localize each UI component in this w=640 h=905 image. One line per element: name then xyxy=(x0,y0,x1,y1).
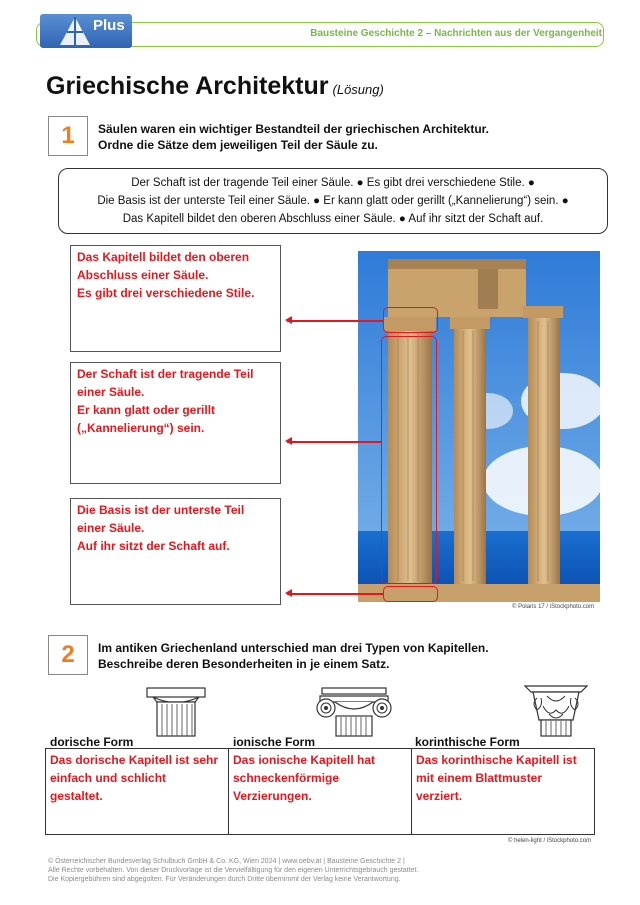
shaft-marker xyxy=(381,336,437,584)
answer-line: Die Basis ist der unterste Teil xyxy=(77,503,245,517)
task2-instructions xyxy=(98,640,489,672)
answer-line: Das Kapitell bildet den oberen xyxy=(77,250,250,264)
task2-line2: Beschreibe deren Besonderheiten in je einem Satz. xyxy=(98,657,390,671)
answer-line: Er kann glatt oder gerillt xyxy=(77,403,216,417)
capital-forms-table xyxy=(45,748,595,835)
plus-logo xyxy=(40,14,132,48)
answer-line: einer Säule. xyxy=(77,521,145,535)
answer-line: Das dorische Kapitell ist sehr xyxy=(50,753,219,767)
answer-line: Das korinthische Kapitell ist xyxy=(416,753,577,767)
form-label-corinthian: korinthische Form xyxy=(415,735,520,749)
task2-line1: Im antiken Griechenland unterschied man drei Typen von Kapitellen. xyxy=(98,641,489,655)
answer-line: Auf ihr sitzt der Schaft auf. xyxy=(77,539,230,553)
ionic-capital-icon xyxy=(316,686,392,743)
answer-box-shaft[interactable] xyxy=(70,362,281,484)
answer-cell-doric[interactable] xyxy=(46,749,229,834)
arrow-left-icon xyxy=(287,441,381,443)
doric-capital-icon xyxy=(145,686,207,743)
answer-line: Verzierungen. xyxy=(233,789,312,803)
answer-line: einfach und schlicht xyxy=(50,771,167,785)
task1-line2: Ordne die Sätze dem jeweiligen Teil der Säule zu. xyxy=(98,138,378,152)
answer-line: gestaltet. xyxy=(50,789,103,803)
answer-line: („Kannelierung“) sein. xyxy=(77,421,205,435)
sentence-line: Die Basis ist der unterste Teil einer Säule. ● Er kann glatt oder gerillt („Kannelierung“) sein. ● xyxy=(97,195,569,207)
answer-line: mit einem Blattmuster xyxy=(416,771,543,785)
answer-line: schneckenförmige xyxy=(233,771,340,785)
base-marker xyxy=(383,586,438,602)
answer-line: Abschluss einer Säule. xyxy=(77,268,209,282)
corinthian-capital-icon xyxy=(523,684,589,743)
page-title xyxy=(46,72,384,101)
footer-line: Die Kopiergebühren sind abgegolten. Für Veränderungen durch Dritte übernimmt der Verlag keine Verantwortung. xyxy=(48,876,401,883)
pyramid-icon xyxy=(58,15,92,47)
answer-line: Es gibt drei verschiedene Stile. xyxy=(77,286,255,300)
sentence-box xyxy=(58,168,608,234)
page-title-text: Griechische Architektur xyxy=(46,72,329,100)
capital-marker xyxy=(383,307,438,333)
footer xyxy=(48,857,418,884)
footer-line: © Österreichischer Bundesverlag Schulbuch GmbH & Co. KG, Wien 2024 | www.oebv.at | Bausteine Geschichte 2 | xyxy=(48,858,405,865)
header-title: Bausteine Geschichte 2 – Nachrichten aus der Vergangenheit xyxy=(310,28,602,39)
task1-instructions xyxy=(98,121,489,153)
task1-number: 1 xyxy=(48,116,88,156)
answer-line: Der Schaft ist der tragende Teil xyxy=(77,367,254,381)
photo-credit: © Polaris 17 / iStockphoto.com xyxy=(512,604,595,610)
image-credit: © helen-light / iStockphoto.com xyxy=(508,838,592,844)
logo-text: Plus xyxy=(93,17,125,34)
footer-line: Alle Rechte vorbehalten. Von dieser Druckvorlage ist die Vervielfältigung für den eigenen Unterrichtsgebrauch gestattet. xyxy=(48,867,419,874)
arrow-left-icon xyxy=(287,320,383,322)
answer-cell-corinthian[interactable] xyxy=(412,749,594,834)
answer-line: verziert. xyxy=(416,789,463,803)
page-subtitle: (Lösung) xyxy=(332,82,384,97)
task2-number: 2 xyxy=(48,635,88,675)
sentence-line: Der Schaft ist der tragende Teil einer Säule. ● Es gibt drei verschiedene Stile. ● xyxy=(131,177,535,189)
form-label-ionic: ionische Form xyxy=(233,735,316,749)
answer-cell-ionic[interactable] xyxy=(229,749,412,834)
answer-box-capital[interactable] xyxy=(70,245,281,352)
answer-line: einer Säule. xyxy=(77,385,145,399)
task1-line1: Säulen waren ein wichtiger Bestandteil der griechischen Architektur. xyxy=(98,122,490,136)
arrow-left-icon xyxy=(287,593,383,595)
answer-box-base[interactable] xyxy=(70,498,281,605)
sentence-line: Das Kapitell bildet den oberen Abschluss einer Säule. ● Auf ihr sitzt der Schaft auf. xyxy=(122,213,544,225)
form-label-doric: dorische Form xyxy=(50,735,134,749)
answer-line: Das ionische Kapitell hat xyxy=(233,753,376,767)
